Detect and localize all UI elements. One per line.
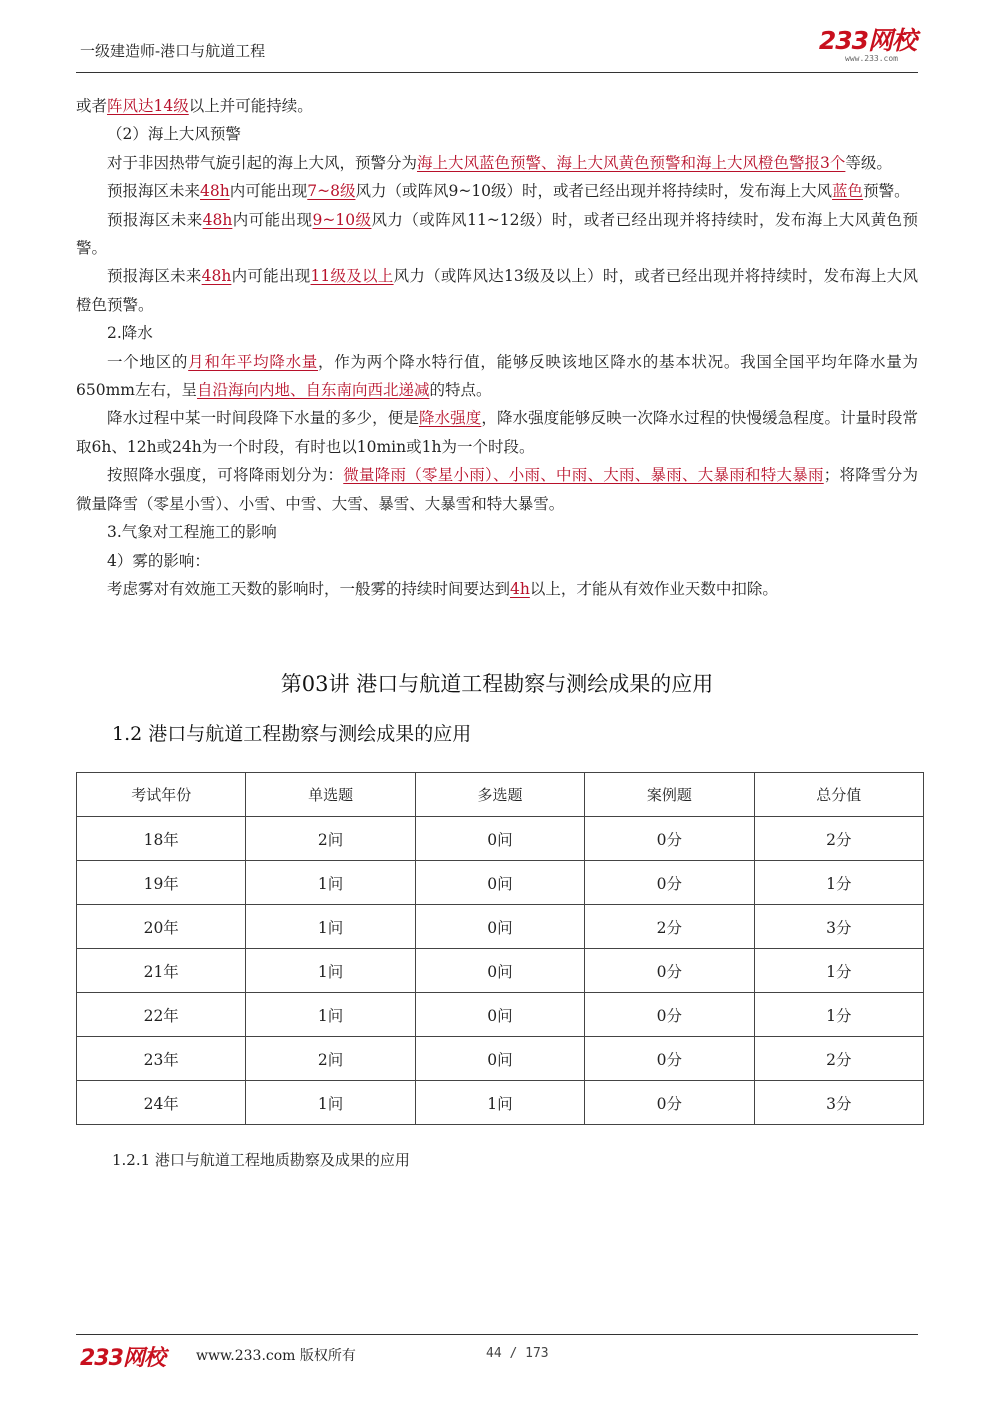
key-point: 48h <box>200 182 230 201</box>
paragraph: 预报海区未来48h内可能出现11级及以上风力（或阵风达13级及以上）时，或者已经出现并将持续时，发布海上大风橙色预警。 <box>76 267 918 314</box>
table-cell: 0问 <box>415 949 584 993</box>
table-cell: 0问 <box>415 861 584 905</box>
paragraph: 降水过程中某一时间段降下水量的多少，便是降水强度，降水强度能够反映一次降水过程的快慢缓急程度。计量时段常取6h、12h或24h为一个时段，有时也以10min或1h为一个时段。 <box>76 409 918 456</box>
table-row <box>77 817 924 861</box>
table-row <box>77 949 924 993</box>
table-cell: 0问 <box>415 993 584 1037</box>
column-header: 考试年份 <box>77 773 246 817</box>
paragraph: 对于非因热带气旋引起的海上大风，预警分为海上大风蓝色预警、海上大风黄色预警和海上大风橙色警报3个等级。 <box>107 153 892 172</box>
table-cell: 1问 <box>246 949 415 993</box>
table-cell: 0问 <box>415 1037 584 1081</box>
table-cell: 24年 <box>77 1081 246 1125</box>
table-row <box>77 1081 924 1125</box>
table-cell: 2分 <box>754 1037 923 1081</box>
table-cell: 0分 <box>585 1037 754 1081</box>
table-cell: 0分 <box>585 949 754 993</box>
key-point: 微量降雨（零星小雨）、小雨、中雨、大雨、暴雨、大暴雨和特大暴雨 <box>343 466 824 485</box>
brand-logo <box>819 28 916 63</box>
column-header: 单选题 <box>246 773 415 817</box>
key-point: 蓝色 <box>832 182 864 201</box>
table-cell: 3分 <box>754 1081 923 1125</box>
subsection-title: 1.2.1 港口与航道工程地质勘察及成果的应用 <box>112 1151 410 1169</box>
logo-text: 233网校 <box>818 26 916 55</box>
table-row <box>77 993 924 1037</box>
column-header: 多选题 <box>415 773 584 817</box>
exam-score-table <box>76 772 924 1125</box>
table-cell: 21年 <box>77 949 246 993</box>
page-number: 44 / 173 <box>486 1346 549 1361</box>
section-title: 1.2 港口与航道工程勘察与测绘成果的应用 <box>112 723 472 745</box>
table-cell: 22年 <box>77 993 246 1037</box>
key-point: 9~10级 <box>312 210 372 229</box>
table-cell: 2问 <box>246 817 415 861</box>
key-point: 降水强度 <box>418 409 482 428</box>
table-cell: 1分 <box>754 861 923 905</box>
table-cell: 1问 <box>246 861 415 905</box>
column-header: 案例题 <box>585 773 754 817</box>
key-point: 48h <box>202 210 233 229</box>
key-point: 7~8级 <box>307 182 356 201</box>
table-cell: 20年 <box>77 905 246 949</box>
key-point: 阵风达14级 <box>107 97 189 115</box>
body-text <box>76 92 918 603</box>
table-cell: 1问 <box>246 905 415 949</box>
column-header: 总分值 <box>754 773 923 817</box>
table-row <box>77 905 924 949</box>
page-footer <box>76 1340 918 1370</box>
table-cell: 1问 <box>246 993 415 1037</box>
key-point: 11级及以上 <box>310 267 394 286</box>
footer-divider <box>76 1334 918 1335</box>
table-cell: 3分 <box>754 905 923 949</box>
paragraph: 预报海区未来48h内可能出现7~8级风力（或阵风9~10级）时，或者已经出现并将持续时，发布海上大风蓝色预警。 <box>107 182 910 201</box>
lecture-title: 第03讲 港口与航道工程勘察与测绘成果的应用 <box>280 672 714 696</box>
key-point: 自沿海向内地、自东南向西北递减 <box>196 381 430 400</box>
subheading: （2）海上大风预警 <box>107 125 241 144</box>
table-cell: 23年 <box>77 1037 246 1081</box>
footer-logo: 233网校 <box>80 1346 165 1371</box>
page-header <box>76 0 918 73</box>
table-cell: 2问 <box>246 1037 415 1081</box>
table-cell: 0分 <box>585 993 754 1037</box>
table-row <box>77 861 924 905</box>
table-cell: 0分 <box>585 817 754 861</box>
key-point: 月和年平均降水量 <box>188 352 319 371</box>
table-cell: 1问 <box>246 1081 415 1125</box>
table-row <box>77 1037 924 1081</box>
paragraph: 考虑雾对有效施工天数的影响时，一般雾的持续时间要达到4h以上，才能从有效作业天数中扣除。 <box>107 579 778 598</box>
table-cell: 1分 <box>754 949 923 993</box>
key-point: 海上大风蓝色预警、海上大风黄色预警和海上大风橙色警报3个 <box>417 153 846 172</box>
table-cell: 0问 <box>415 817 584 861</box>
table-cell: 2分 <box>754 817 923 861</box>
table-cell: 1分 <box>754 993 923 1037</box>
subheading: 4）雾的影响： <box>107 551 210 570</box>
table-cell: 2分 <box>585 905 754 949</box>
key-point: 4h <box>510 579 530 598</box>
paragraph: 按照降水强度，可将降雨划分为：微量降雨（零星小雨）、小雨、中雨、大雨、暴雨、大暴雨和特大暴雨；将降雪分为微量降雪（零星小雪）、小雪、中雪、大雪、暴雪、大暴雪和特大暴雪。 <box>76 466 918 513</box>
copyright-text: www.233.com 版权所有 <box>196 1348 356 1364</box>
table-cell: 0问 <box>415 905 584 949</box>
paragraph: 一个地区的月和年平均降水量，作为两个降水特行值，能够反映该地区降水的基本状况。我国全国平均年降水量为650mm左右，呈自沿海向内地、自东南向西北递减的特点。 <box>76 352 918 400</box>
table-cell: 1问 <box>415 1081 584 1125</box>
document-title: 一级建造师-港口与航道工程 <box>80 42 266 60</box>
table-cell: 0分 <box>585 1081 754 1125</box>
table-header-row <box>77 773 924 817</box>
table-cell: 0分 <box>585 861 754 905</box>
subheading: 2.降水 <box>107 324 153 343</box>
logo-url: www.233.com <box>845 54 898 63</box>
table-cell: 18年 <box>77 817 246 861</box>
paragraph: 或者阵风达14级以上并可能持续。 <box>76 97 313 115</box>
key-point: 48h <box>201 267 232 286</box>
subheading: 3.气象对工程施工的影响 <box>107 523 277 542</box>
paragraph: 预报海区未来48h内可能出现9~10级风力（或阵风11~12级）时，或者已经出现并将持续时，发布海上大风黄色预警。 <box>76 210 918 258</box>
table-cell: 19年 <box>77 861 246 905</box>
